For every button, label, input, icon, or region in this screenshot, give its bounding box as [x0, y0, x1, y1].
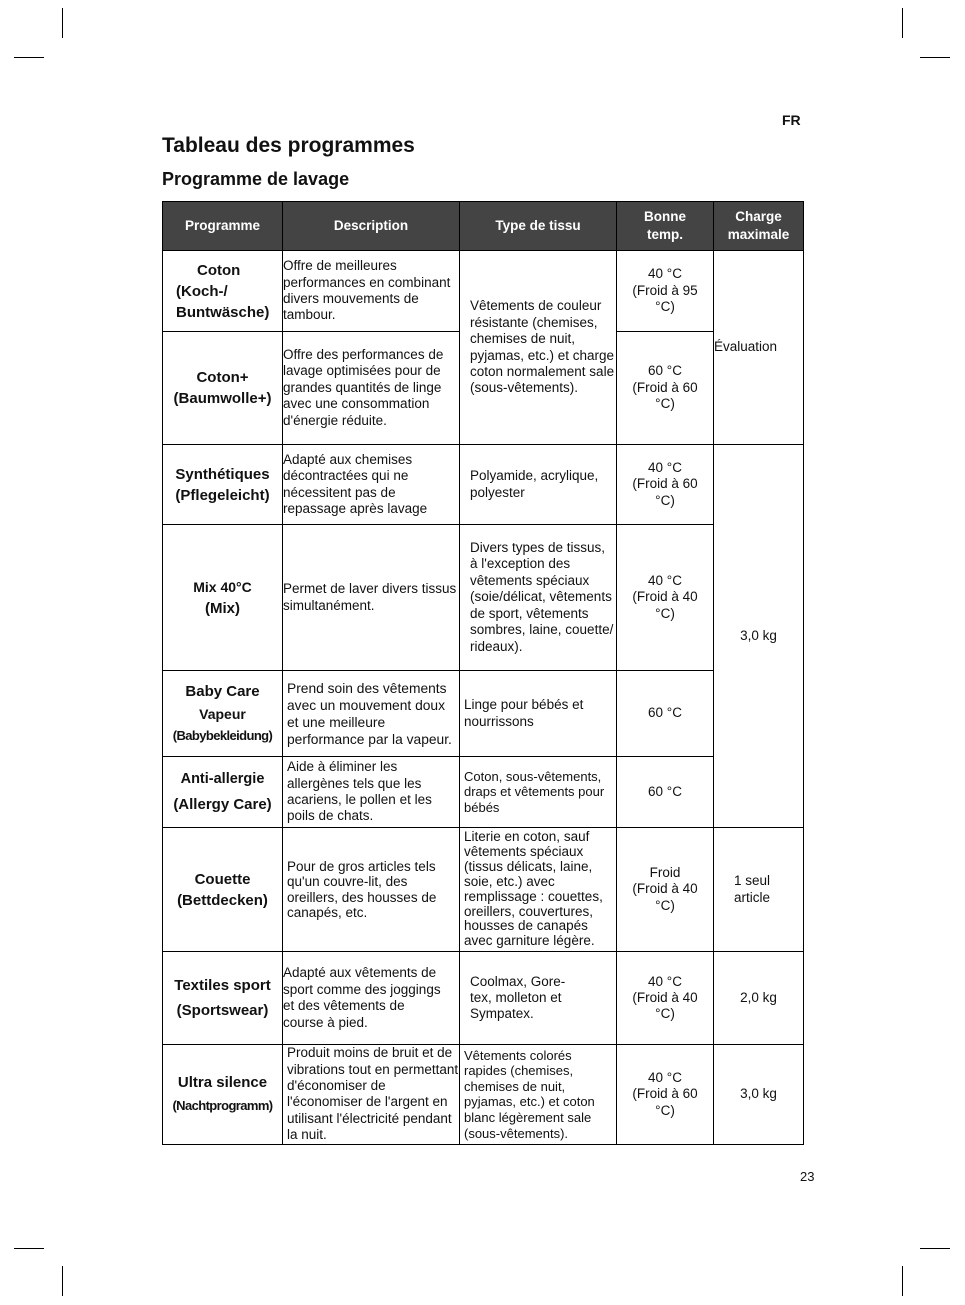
programme-sub-name: (Koch-/	[176, 282, 228, 300]
temperature-cell	[617, 525, 714, 671]
header-temperature	[617, 202, 714, 251]
temperature-range-unit: °C)	[655, 1102, 675, 1118]
table-row	[163, 828, 804, 952]
programme-name-cell	[163, 525, 283, 671]
max-load-cell: 2,0 kg	[714, 952, 804, 1045]
programme-sub-name: (Sportswear)	[176, 1002, 269, 1020]
page-number: 23	[800, 1169, 815, 1184]
header-temperature-line2: temp.	[646, 227, 683, 242]
temperature-value: 60 °C	[648, 783, 682, 799]
programme-sub-name: (Baumwolle+)	[173, 390, 272, 407]
fabric-cell: Coolmax, Gore-tex, molleton et Sympatex.	[460, 952, 617, 1045]
temperature-value: 40 °C	[648, 459, 682, 475]
fabric-cell: Divers types de tissus, à l'exception des vêtements spéciaux (soie/délicat, vêtements de sport, vêtements sombres, laine, couette/ rideaux).	[460, 525, 617, 671]
temperature-range: (Froid à 60	[632, 476, 698, 492]
description-cell: Adapté aux chemises décontractées qui ne nécessitent pas de repassage après lavage	[283, 445, 460, 525]
crop-mark	[920, 1248, 950, 1249]
fabric-cell: Linge pour bébés et nourrissons	[460, 671, 617, 757]
table-row	[163, 671, 804, 757]
header-description: Description	[283, 202, 460, 251]
temperature-range-unit: °C)	[655, 396, 675, 412]
programme-sub-name: Buntwäsche)	[176, 303, 270, 321]
programme-name-cell	[163, 445, 283, 525]
programme-sub-name: (Allergy Care)	[173, 796, 272, 813]
table-row	[163, 525, 804, 671]
temperature-range-unit: °C)	[655, 897, 675, 913]
programme-name: Ultra silence	[177, 1074, 268, 1092]
temperature-cell	[617, 671, 714, 757]
programme-name: Anti-allergie	[180, 771, 265, 787]
programme-name-cell	[163, 251, 283, 332]
temperature-value: 40 °C	[648, 572, 682, 588]
temperature-range: (Froid à 40	[632, 881, 698, 897]
temperature-range: (Froid à 40	[632, 589, 698, 605]
programme-sub-name: (Mix)	[205, 599, 240, 617]
programme-sub-name: Vapeur	[199, 705, 246, 722]
temperature-value: 60 °C	[648, 363, 682, 379]
programme-name: Coton	[197, 261, 241, 279]
max-load-cell: Évaluation	[714, 251, 804, 445]
programme-name-cell	[163, 952, 283, 1045]
temperature-range: (Froid à 60	[632, 379, 698, 395]
header-programme: Programme	[163, 202, 283, 251]
max-load-cell: 3,0 kg	[714, 1045, 804, 1144]
language-code: FR	[782, 112, 801, 128]
temperature-value: Froid	[649, 865, 681, 881]
programme-sub-name: (Bettdecken)	[177, 891, 268, 909]
temperature-range: (Froid à 40	[632, 990, 698, 1006]
crop-mark	[902, 8, 903, 38]
fabric-cell: Vêtements de couleur résistante (chemises, chemises de nuit, pyjamas, etc.) et charge coton normalement sale (sous-vêtements).	[460, 251, 617, 445]
programme-sub-name: (Pflegeleicht)	[175, 486, 270, 504]
temperature-range-unit: °C)	[655, 605, 675, 621]
programme-name-cell	[163, 1045, 283, 1144]
programme-name: Coton+	[196, 369, 249, 386]
temperature-cell	[617, 445, 714, 525]
crop-mark	[62, 1266, 63, 1296]
description-cell: Offre de meilleures performances en combinant divers mouvements de tambour.	[283, 251, 460, 332]
crop-mark	[920, 57, 950, 58]
programme-name-cell	[163, 828, 283, 952]
programme-name-cell	[163, 671, 283, 757]
programme-name-cell	[163, 757, 283, 828]
programme-name: Textiles sport	[174, 977, 271, 995]
temperature-value: 40 °C	[648, 266, 682, 282]
table-header-row	[163, 202, 804, 251]
fabric-cell: Polyamide, acrylique, polyester	[460, 445, 617, 525]
temperature-cell	[617, 251, 714, 332]
header-max-load	[714, 202, 804, 251]
crop-mark	[14, 57, 44, 58]
header-temperature-line1: Bonne	[644, 209, 686, 224]
temperature-value: 40 °C	[648, 1069, 682, 1085]
section-subtitle: Programme de lavage	[162, 169, 350, 189]
table-row	[163, 952, 804, 1045]
programme-name: Synthétiques	[175, 465, 270, 483]
programme-name: Baby Care	[185, 682, 260, 700]
table-row	[163, 445, 804, 525]
fabric-cell: Vêtements colorés rapides (chemises, chemises de nuit, pyjamas, etc.) et coton blanc légèrement sale (sous-vêtements).	[460, 1045, 617, 1144]
max-load-cell: 1 seul article	[714, 828, 804, 952]
temperature-value: 60 °C	[648, 705, 682, 721]
temperature-range: (Froid à 95	[632, 282, 698, 298]
temperature-cell	[617, 828, 714, 952]
fabric-cell: Literie en coton, sauf vêtements spéciaux (tissus délicats, laine, soie, etc.) avec remplissage : couettes, oreillers, couvertures, housses de canapés avec garniture légère.	[460, 828, 617, 952]
programme-name: Mix 40°C	[193, 578, 252, 595]
temperature-range-unit: °C)	[655, 492, 675, 508]
fabric-cell: Coton, sous-vêtements, draps et vêtements pour bébés	[460, 757, 617, 828]
temperature-cell	[617, 332, 714, 445]
table-row	[163, 757, 804, 828]
description-cell: Aide à éliminer les allergènes tels que les acariens, le pollen et les poils de chats.	[283, 757, 460, 828]
description-cell: Prend soin des vêtements avec un mouvement doux et une meilleure performance par la vapeur.	[283, 671, 460, 757]
description-cell: Permet de laver divers tissus simultanément.	[283, 525, 460, 671]
programme-name: Couette	[194, 870, 251, 888]
table-row	[163, 251, 804, 332]
page-title: Tableau des programmes	[162, 134, 415, 157]
description-cell: Adapté aux vêtements de sport comme des joggings et des vêtements de course à pied.	[283, 952, 460, 1045]
temperature-range: (Froid à 60	[632, 1086, 698, 1102]
description-cell: Offre des performances de lavage optimisées pour de grandes quantités de linge avec une consommation d'énergie réduite.	[283, 332, 460, 445]
description-cell: Pour de gros articles tels qu'un couvre-lit, des oreillers, des housses de canapés, etc.	[283, 828, 460, 952]
header-fabric-type: Type de tissu	[460, 202, 617, 251]
programme-name-cell	[163, 332, 283, 445]
max-load-cell: 3,0 kg	[714, 445, 804, 828]
programme-sub-name: (Nachtprogramm)	[172, 1098, 273, 1114]
temperature-cell	[617, 757, 714, 828]
header-max-load-line2: maximale	[727, 227, 790, 242]
programme-table	[162, 201, 804, 1145]
temperature-cell	[617, 952, 714, 1045]
header-max-load-line1: Charge	[735, 209, 782, 224]
temperature-range-unit: °C)	[655, 1006, 675, 1022]
temperature-range-unit: °C)	[655, 299, 675, 315]
programme-sub-name: (Babybekleidung)	[172, 727, 273, 743]
crop-mark	[62, 8, 63, 38]
temperature-value: 40 °C	[648, 973, 682, 989]
temperature-cell	[617, 1045, 714, 1144]
crop-mark	[902, 1266, 903, 1296]
crop-mark	[14, 1248, 44, 1249]
description-cell: Produit moins de bruit et de vibrations tout en permettant d'économiser de l'économiser de l'argent en utilisant l'électricité pendant la nuit.	[283, 1045, 460, 1144]
table-row	[163, 1045, 804, 1144]
